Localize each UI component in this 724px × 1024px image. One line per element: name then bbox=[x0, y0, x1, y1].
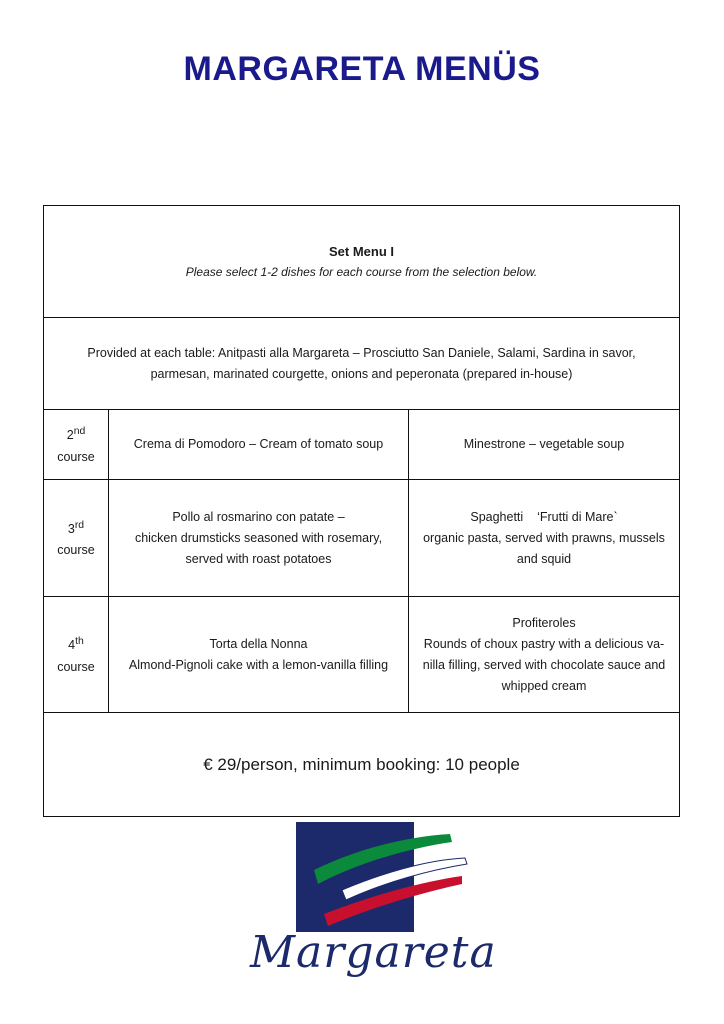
dish-option-b bbox=[409, 480, 680, 597]
course-label-cell bbox=[44, 480, 109, 597]
dish-line: Pollo al rosmarino con patate – bbox=[172, 509, 345, 524]
logo-mark bbox=[250, 822, 480, 932]
dish-line: Minestrone – vegetable soup bbox=[463, 437, 625, 451]
course-number: 2 bbox=[66, 428, 74, 443]
dish-option-a bbox=[109, 597, 409, 713]
price-row bbox=[44, 713, 680, 817]
dish-line: organic pasta, served with prawns, mussels bbox=[423, 530, 665, 545]
course-row-2 bbox=[44, 410, 680, 480]
dish-line: and squid bbox=[516, 551, 572, 566]
course-row-4 bbox=[44, 597, 680, 713]
course-number-suffix: rd bbox=[74, 519, 85, 531]
price-cell: € 29/person, minimum booking: 10 people bbox=[44, 713, 680, 817]
margareta-logo bbox=[250, 822, 497, 982]
dish-line: Crema di Pomodoro – Cream of tomato soup bbox=[133, 437, 384, 451]
dish-line: Torta della Nonna bbox=[209, 636, 308, 651]
course-word: course bbox=[57, 543, 95, 558]
course-number-suffix: nd bbox=[73, 426, 86, 438]
provided-line-1: Provided at each table: Anitpasti alla Margareta – Prosciutto San Daniele, Salami, Sardina in savor, bbox=[87, 345, 636, 360]
set-menu-subtitle: Please select 1-2 dishes for each course from the selection below. bbox=[185, 264, 538, 279]
provided-cell bbox=[44, 318, 680, 410]
course-number-suffix: th bbox=[75, 636, 84, 648]
dish-option-b bbox=[409, 410, 680, 480]
dish-line: Profiteroles bbox=[512, 615, 576, 630]
course-word: course bbox=[57, 449, 95, 464]
set-menu-title: Set Menu I bbox=[328, 243, 394, 259]
dish-line: nilla filling, served with chocolate sauce and bbox=[422, 657, 666, 672]
dish-line: chicken drumsticks seasoned with rosemary, bbox=[134, 530, 383, 545]
dish-line: served with roast potatoes bbox=[185, 551, 332, 566]
course-number: 4 bbox=[68, 638, 76, 653]
course-label-cell bbox=[44, 410, 109, 480]
dish-line: Almond-Pignoli cake with a lemon-vanilla filling bbox=[128, 657, 389, 672]
dish-option-a bbox=[109, 480, 409, 597]
course-label-cell bbox=[44, 597, 109, 713]
dish-line: Spaghetti ‘Frutti di Mare` bbox=[470, 509, 618, 524]
dish-line: Rounds of choux pastry with a delicious va- bbox=[423, 636, 665, 651]
set-menu-header-cell bbox=[44, 206, 680, 318]
dish-line: whipped cream bbox=[501, 678, 587, 693]
course-row-3 bbox=[44, 480, 680, 597]
logo-wordmark: Margareta bbox=[250, 927, 497, 978]
course-number: 3 bbox=[67, 522, 75, 537]
page-title: MARGARETA MENÜS bbox=[183, 50, 541, 88]
course-word: course bbox=[57, 659, 95, 674]
dish-option-b bbox=[409, 597, 680, 713]
dish-option-a bbox=[109, 410, 409, 480]
set-menu-header-row bbox=[44, 206, 680, 318]
provided-line-2: parmesan, marinated courgette, onions and peperonata (prepared in-house) bbox=[150, 366, 573, 381]
set-menu-table bbox=[43, 205, 680, 817]
provided-row bbox=[44, 318, 680, 410]
